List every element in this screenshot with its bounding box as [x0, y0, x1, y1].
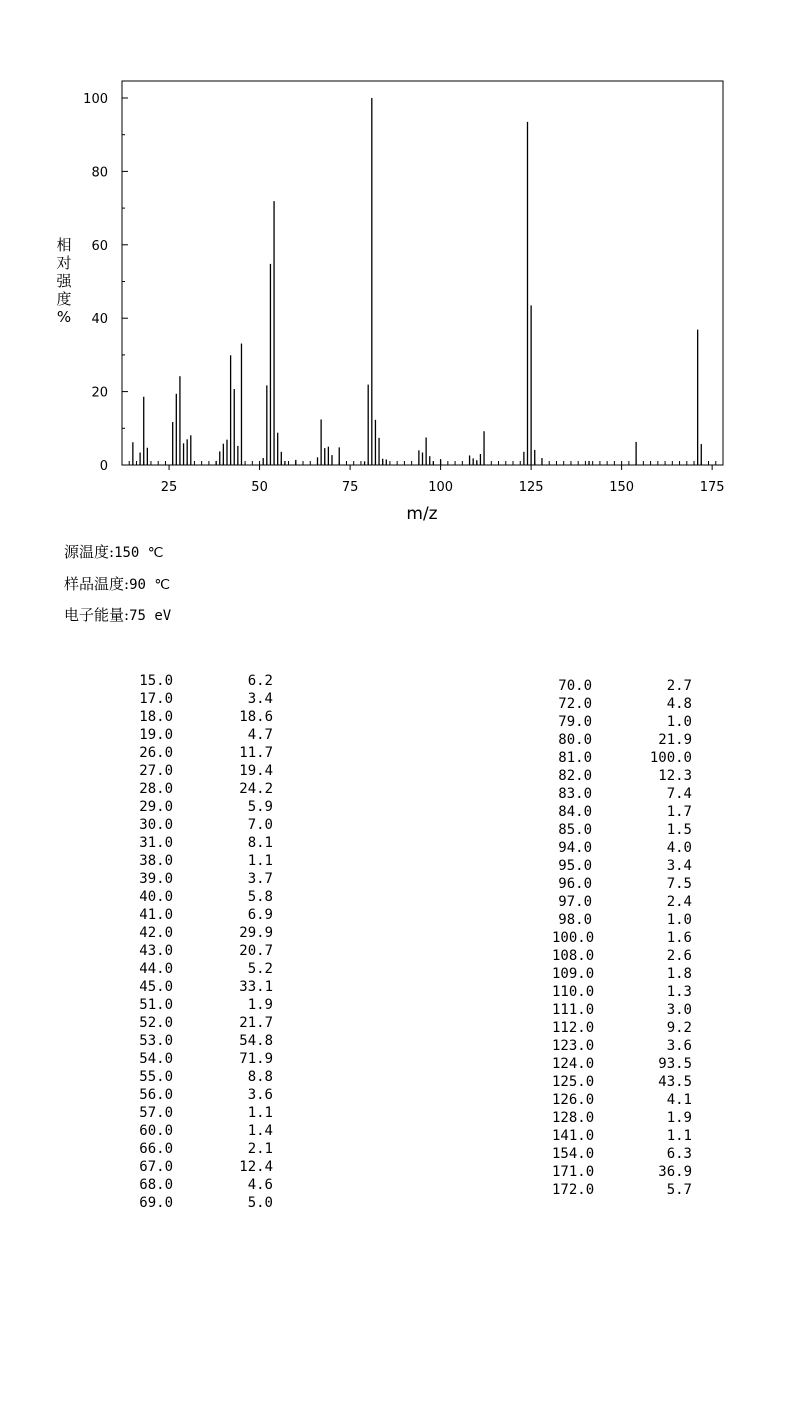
peak-row	[552, 947, 692, 965]
peak-mz: 82.0	[558, 768, 592, 784]
peak-abundance: 2.7	[666, 678, 692, 694]
peak-mz: 52.0	[139, 1015, 173, 1031]
peak-abundance: 54.8	[239, 1033, 273, 1049]
peak-abundance: 1.7	[666, 804, 692, 820]
peak-mz: 43.0	[139, 943, 173, 959]
peak-row	[133, 1158, 273, 1176]
peak-row	[133, 1014, 273, 1032]
peak-abundance: 7.4	[666, 786, 692, 802]
x-tick-label: 150	[609, 480, 635, 495]
peak-row	[552, 1091, 692, 1109]
mass-spectrum-chart	[0, 0, 794, 530]
peak-mz: 126.0	[552, 1092, 595, 1108]
peak-row	[552, 1145, 692, 1163]
y-tick-label: 40	[91, 312, 108, 328]
peak-row	[133, 762, 273, 780]
peak-abundance: 6.9	[247, 907, 273, 923]
peak-row	[133, 924, 273, 942]
peak-row	[133, 1050, 273, 1068]
peak-row	[552, 857, 692, 875]
peak-abundance: 12.3	[658, 768, 692, 784]
peak-mz: 108.0	[552, 948, 595, 964]
peak-row	[552, 1181, 692, 1199]
peak-row	[552, 731, 692, 749]
peak-abundance: 20.7	[239, 943, 273, 959]
peak-abundance: 7.5	[666, 876, 692, 892]
peak-row	[552, 1019, 692, 1037]
peak-abundance: 4.8	[666, 696, 692, 712]
peak-abundance: 2.1	[247, 1141, 273, 1157]
peak-row	[133, 834, 273, 852]
peak-row	[133, 888, 273, 906]
peak-abundance: 43.5	[658, 1074, 692, 1090]
peak-row	[552, 875, 692, 893]
peak-row	[552, 1055, 692, 1073]
peak-abundance: 4.7	[247, 727, 273, 743]
peak-abundance: 2.4	[666, 894, 692, 910]
peak-row	[133, 816, 273, 834]
peak-row	[133, 870, 273, 888]
peak-mz: 85.0	[558, 822, 592, 838]
y-axis-label	[52, 236, 76, 326]
peak-mz: 70.0	[558, 678, 592, 694]
peak-abundance: 3.4	[247, 691, 273, 707]
peak-row	[552, 965, 692, 983]
peak-abundance: 1.9	[247, 997, 273, 1013]
y-axis-label-char: 度	[56, 290, 72, 308]
source-temperature	[64, 541, 164, 562]
peak-abundance: 71.9	[239, 1051, 273, 1067]
x-tick-label: 75	[341, 480, 359, 495]
peak-mz: 154.0	[552, 1146, 595, 1162]
peak-abundance: 7.0	[247, 817, 273, 833]
peak-abundance: 1.3	[666, 984, 692, 1000]
peak-row	[552, 803, 692, 821]
peak-row	[552, 767, 692, 785]
peak-mz: 97.0	[558, 894, 592, 910]
electron-energy-label: 电子能量:	[64, 606, 130, 624]
electron-energy-value: 75 eV	[129, 608, 172, 624]
peak-abundance: 29.9	[239, 925, 273, 941]
peak-mz: 26.0	[139, 745, 173, 761]
y-tick-label: 80	[91, 165, 108, 181]
peak-abundance: 24.2	[239, 781, 273, 797]
peak-row	[552, 1163, 692, 1181]
peak-abundance: 1.8	[666, 966, 692, 982]
peak-mz: 18.0	[139, 709, 173, 725]
peak-mz: 17.0	[139, 691, 173, 707]
peak-row	[133, 942, 273, 960]
peak-abundance: 2.6	[666, 948, 692, 964]
plot-frame	[122, 81, 723, 465]
peak-row	[133, 906, 273, 924]
sample-temperature	[64, 573, 170, 594]
peak-mz: 28.0	[139, 781, 173, 797]
peak-abundance: 93.5	[658, 1056, 692, 1072]
peak-abundance: 1.0	[666, 714, 692, 730]
peak-mz: 95.0	[558, 858, 592, 874]
peak-abundance: 1.1	[247, 1105, 273, 1121]
peak-abundance: 4.6	[247, 1177, 273, 1193]
x-axis-label: m/z	[406, 504, 438, 524]
peak-row	[552, 785, 692, 803]
peak-row	[552, 1127, 692, 1145]
peak-row	[133, 708, 273, 726]
x-tick-label: 50	[251, 480, 268, 495]
peak-mz: 60.0	[139, 1123, 173, 1139]
peak-row	[552, 821, 692, 839]
spectrum-peaks	[133, 98, 701, 465]
peak-row	[552, 929, 692, 947]
peak-mz: 55.0	[139, 1069, 173, 1085]
peak-table-left	[133, 672, 273, 1212]
peak-abundance: 3.6	[247, 1087, 273, 1103]
peak-row	[133, 960, 273, 978]
peak-abundance: 8.8	[247, 1069, 273, 1085]
peak-row	[133, 798, 273, 816]
peak-row	[133, 690, 273, 708]
peak-mz: 53.0	[139, 1033, 173, 1049]
source-temperature-value: 150 ℃	[114, 545, 164, 561]
peak-mz: 57.0	[139, 1105, 173, 1121]
peak-row	[133, 744, 273, 762]
peak-abundance: 9.2	[666, 1020, 692, 1036]
peak-abundance: 11.7	[239, 745, 273, 761]
peak-row	[133, 1104, 273, 1122]
peak-mz: 111.0	[552, 1002, 595, 1018]
peak-mz: 100.0	[552, 930, 595, 946]
peak-mz: 45.0	[139, 979, 173, 995]
peak-row	[133, 1068, 273, 1086]
y-tick-label: 0	[99, 459, 108, 474]
peak-mz: 109.0	[552, 966, 595, 982]
peak-abundance: 5.2	[247, 961, 273, 977]
peak-mz: 30.0	[139, 817, 173, 833]
y-axis-label-char: 对	[56, 254, 72, 272]
peak-mz: 66.0	[139, 1141, 173, 1157]
peak-row	[552, 695, 692, 713]
peak-abundance: 18.6	[239, 709, 273, 725]
peak-abundance: 5.0	[247, 1195, 273, 1211]
peak-mz: 80.0	[558, 732, 592, 748]
peak-mz: 125.0	[552, 1074, 595, 1090]
x-tick-label: 125	[518, 480, 544, 495]
peak-mz: 42.0	[139, 925, 173, 941]
peak-row	[133, 996, 273, 1014]
peak-row	[133, 1194, 273, 1212]
peak-mz: 72.0	[558, 696, 592, 712]
peak-abundance: 33.1	[239, 979, 273, 995]
peak-mz: 123.0	[552, 1038, 595, 1054]
peak-row	[552, 1073, 692, 1091]
peak-mz: 141.0	[552, 1128, 595, 1144]
peak-row	[552, 1037, 692, 1055]
peak-mz: 27.0	[139, 763, 173, 779]
peak-abundance: 5.7	[666, 1182, 692, 1198]
peak-abundance: 8.1	[247, 835, 273, 851]
peak-abundance: 1.0	[666, 912, 692, 928]
peak-row	[552, 893, 692, 911]
peak-abundance: 1.6	[666, 930, 692, 946]
peak-row	[133, 1086, 273, 1104]
peak-row	[552, 1001, 692, 1019]
peak-row	[552, 839, 692, 857]
peak-row	[552, 749, 692, 767]
sample-temperature-label: 样品温度:	[64, 575, 130, 593]
peak-mz: 38.0	[139, 853, 173, 869]
peak-abundance: 1.5	[666, 822, 692, 838]
peak-mz: 69.0	[139, 1195, 173, 1211]
peak-abundance: 19.4	[239, 763, 273, 779]
peak-abundance: 1.4	[247, 1123, 273, 1139]
peak-mz: 94.0	[558, 840, 592, 856]
peak-abundance: 100.0	[649, 750, 692, 766]
peak-abundance: 1.1	[247, 853, 273, 869]
peak-mz: 31.0	[139, 835, 173, 851]
y-tick-label: 100	[83, 92, 108, 107]
peak-row	[133, 1176, 273, 1194]
peak-abundance: 5.8	[247, 889, 273, 905]
y-axis-label-char: 强	[56, 272, 72, 290]
peak-mz: 171.0	[552, 1164, 595, 1180]
peak-mz: 40.0	[139, 889, 173, 905]
peak-mz: 96.0	[558, 876, 592, 892]
peak-mz: 29.0	[139, 799, 173, 815]
sample-temperature-value: 90 ℃	[129, 577, 171, 593]
peak-row	[133, 780, 273, 798]
peak-abundance: 5.9	[247, 799, 273, 815]
peak-mz: 79.0	[558, 714, 592, 730]
peak-mz: 41.0	[139, 907, 173, 923]
peak-abundance: 6.2	[247, 673, 273, 689]
y-axis-label-char: %	[56, 308, 72, 326]
peak-mz: 128.0	[552, 1110, 595, 1126]
peak-abundance: 3.4	[666, 858, 692, 874]
peak-table-right	[552, 677, 692, 1199]
peak-row	[552, 983, 692, 1001]
peak-mz: 39.0	[139, 871, 173, 887]
peak-row	[133, 852, 273, 870]
peak-row	[552, 713, 692, 731]
peak-abundance: 21.7	[239, 1015, 273, 1031]
peak-mz: 54.0	[139, 1051, 173, 1067]
y-tick-label: 20	[91, 385, 108, 401]
peak-row	[133, 1122, 273, 1140]
peak-mz: 83.0	[558, 786, 592, 802]
peak-mz: 68.0	[139, 1177, 173, 1193]
peak-mz: 56.0	[139, 1087, 173, 1103]
peak-mz: 172.0	[552, 1182, 595, 1198]
peak-row	[133, 1140, 273, 1158]
peak-abundance: 4.1	[666, 1092, 692, 1108]
peak-row	[552, 1109, 692, 1127]
peak-row	[133, 726, 273, 744]
peak-abundance: 12.4	[239, 1159, 273, 1175]
peak-mz: 19.0	[139, 727, 173, 743]
y-tick-label: 60	[91, 238, 108, 254]
peak-mz: 98.0	[558, 912, 592, 928]
peak-mz: 67.0	[139, 1159, 173, 1175]
peak-abundance: 6.3	[666, 1146, 692, 1162]
electron-energy	[64, 604, 171, 625]
x-tick-label: 25	[160, 480, 178, 495]
x-tick-label: 175	[699, 480, 725, 495]
y-axis-label-char: 相	[56, 236, 72, 254]
peak-mz: 44.0	[139, 961, 173, 977]
peak-abundance: 36.9	[658, 1164, 692, 1180]
peak-row	[552, 911, 692, 929]
peak-mz: 110.0	[552, 984, 595, 1000]
peak-abundance: 21.9	[658, 732, 692, 748]
peak-abundance: 1.1	[666, 1128, 692, 1144]
peak-mz: 112.0	[552, 1020, 595, 1036]
x-tick-label: 100	[428, 480, 454, 495]
peak-abundance: 4.0	[666, 840, 692, 856]
peak-row	[552, 677, 692, 695]
peak-mz: 124.0	[552, 1056, 595, 1072]
peak-abundance: 1.9	[666, 1110, 692, 1126]
peak-mz: 81.0	[558, 750, 592, 766]
peak-abundance: 3.0	[666, 1002, 692, 1018]
x-axis	[161, 465, 725, 495]
peak-abundance: 3.7	[247, 871, 273, 887]
peak-mz: 84.0	[558, 804, 592, 820]
peak-row	[133, 1032, 273, 1050]
peak-abundance: 3.6	[666, 1038, 692, 1054]
peak-mz: 15.0	[139, 673, 173, 689]
peak-row	[133, 978, 273, 996]
source-temperature-label: 源温度:	[64, 543, 115, 561]
y-axis	[83, 92, 128, 474]
peak-row	[133, 672, 273, 690]
peak-mz: 51.0	[139, 997, 173, 1013]
